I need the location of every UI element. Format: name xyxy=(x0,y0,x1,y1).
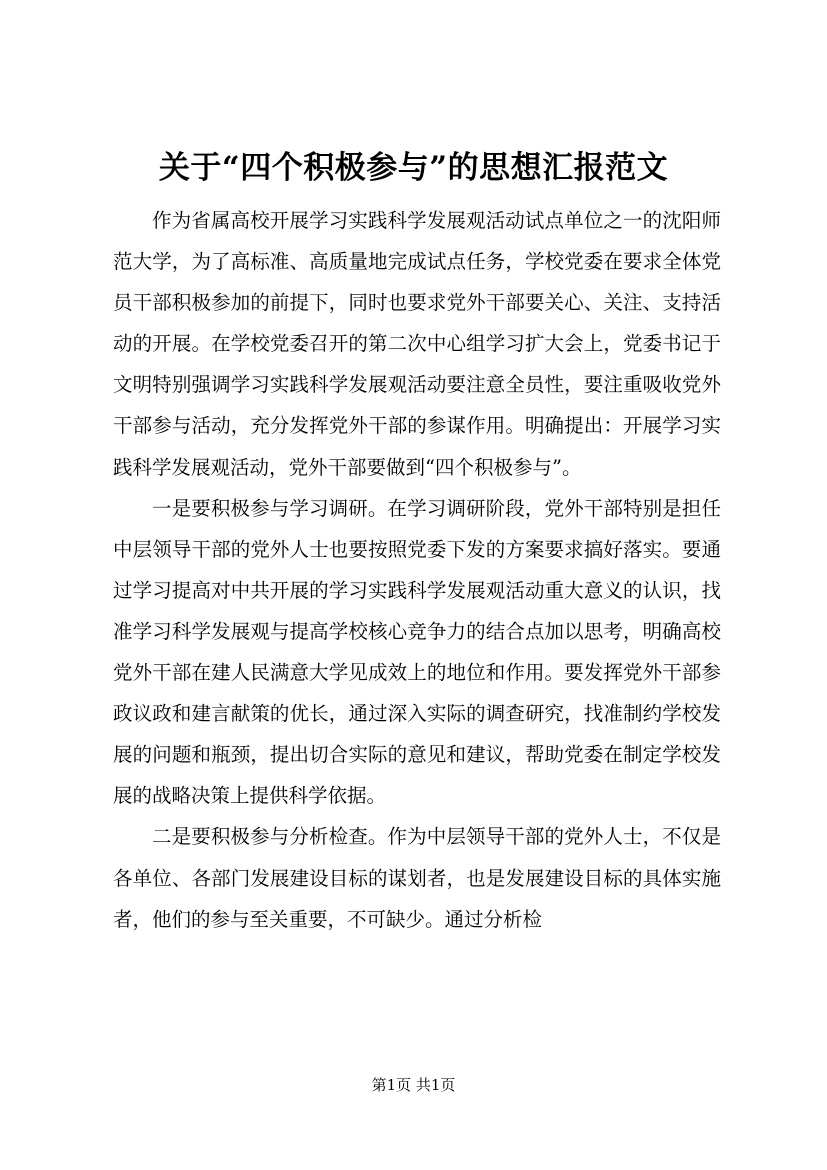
document-title: 关于“四个积极参与”的思想汇报范文 xyxy=(158,150,669,186)
page-footer: 第1页 共1页 xyxy=(371,1076,456,1094)
paragraph-point-two: 二是要积极参与分析检查。作为中层领导干部的党外人士，不仅是各单位、各部门发展建设目标的谋划者，也是发展建设目标的具体实施者，他们的参与至关重要，不可缺少。通过分析检 xyxy=(113,825,721,931)
paragraph-intro: 作为省属高校开展学习实践科学发展观活动试点单位之一的沈阳师范大学，为了高标准、高质量地完成试点任务，学校党委在要求全体党员干部积极参加的前提下，同时也要求党外干部要关心、关注、支持活动的开展。在学校党委召开的第二次中心组学习扩大会上，党委书记于文明特别强调学习实践科学发展观活动要注意全员性，要注重吸收党外干部参与活动，充分发挥党外干部的参谋作用。明确提出：开展学习实践科学发展观活动，党外干部要做到“四个积极参与”。 xyxy=(113,209,721,479)
paragraph-point-one: 一是要积极参与学习调研。在学习调研阶段，党外干部特别是担任中层领导干部的党外人士也要按照党委下发的方案要求搞好落实。要通过学习提高对中共开展的学习实践科学发展观活动重大意义的认识，找准学习科学发展观与提高学校核心竞争力的结合点加以思考，明确高校党外干部在建人民满意大学见成效上的地位和作用。要发挥党外干部参政议政和建言献策的优长，通过深入实际的调查研究，找准制约学校发展的问题和瓶颈，提出切合实际的意见和建议，帮助党委在制定学校发展的战略决策上提供科学依据。 xyxy=(113,496,721,808)
document-body xyxy=(113,200,721,940)
